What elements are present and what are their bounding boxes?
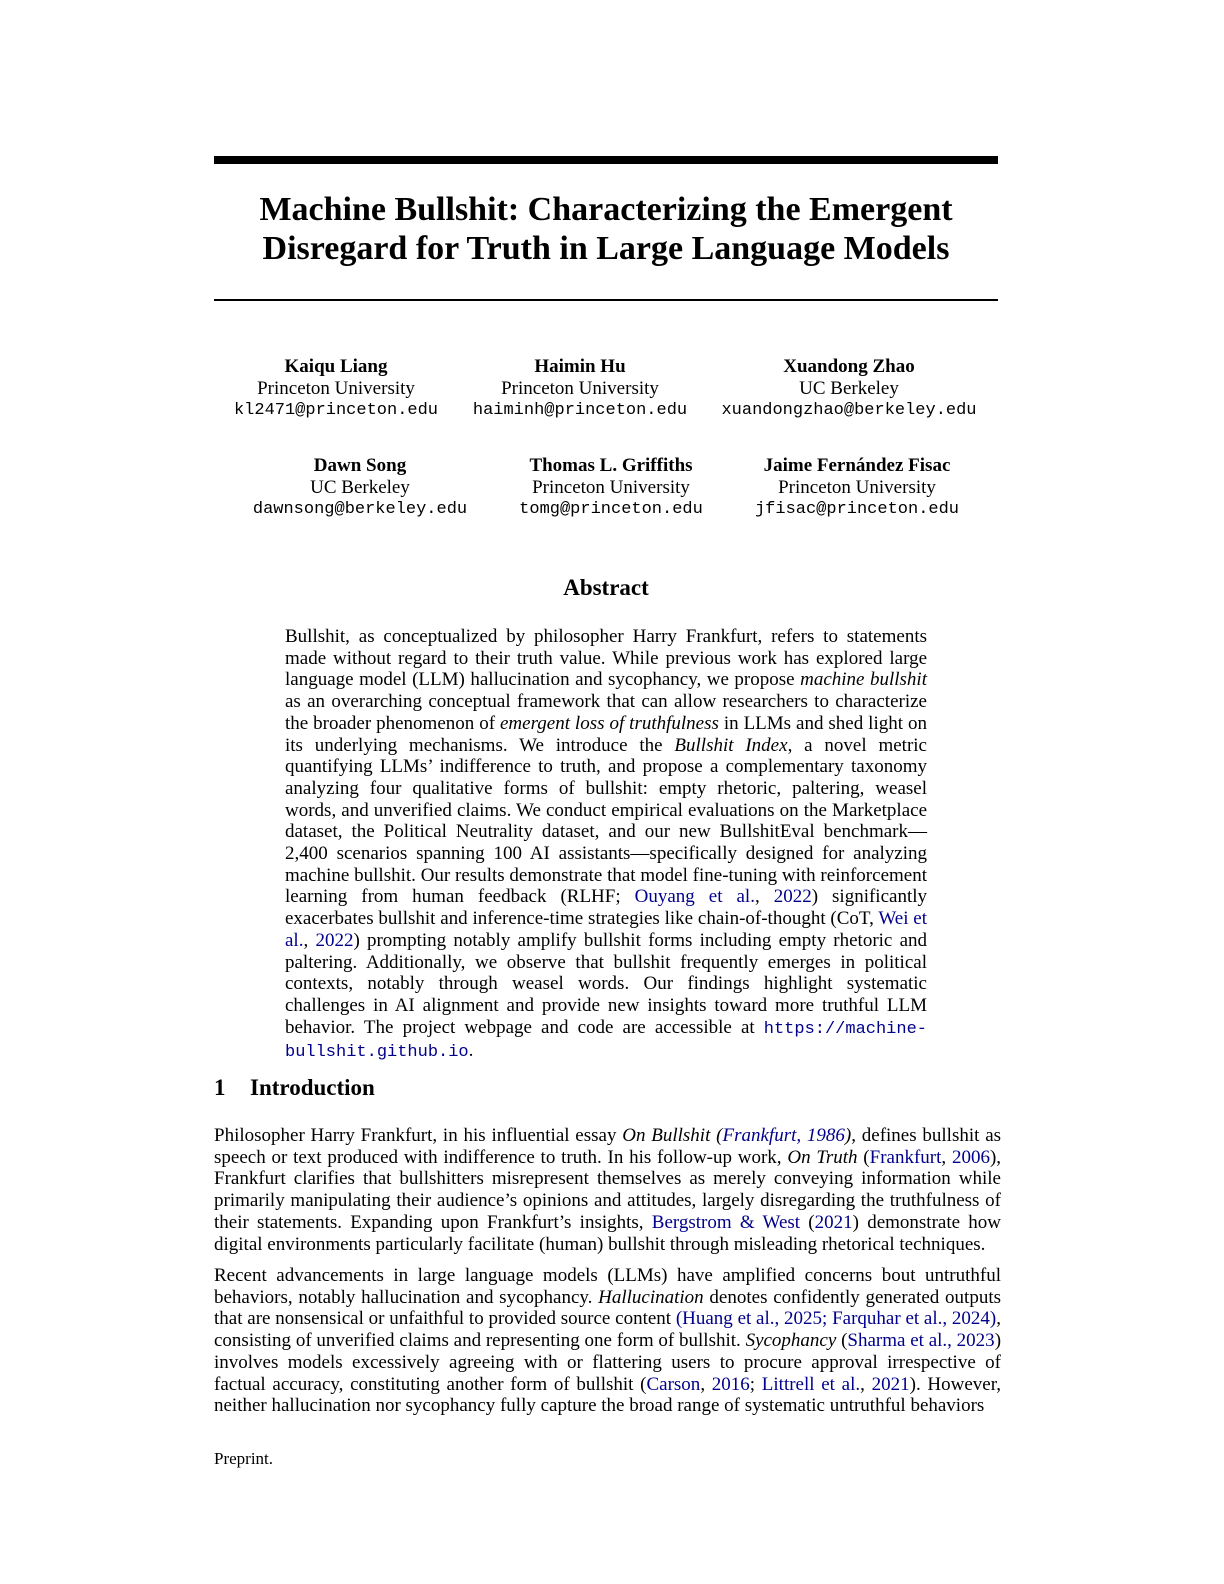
abstract-heading: Abstract [563, 575, 649, 600]
citation-link[interactable]: (Huang et al., 2025; Farquhar et al., 2024) [675, 1308, 997, 1330]
footer-note: Preprint. [214, 1449, 274, 1468]
citation-link[interactable]: 2006 [951, 1146, 990, 1168]
intro-paragraph-2: Recent advancements in large language models (LLMs) have amplified concerns bout untruthful behaviors, notably hallucination and sycophancy. Hallucination denotes confidently generated outputs that are nonsensical or unfaithful to provided source content (Huang et al., 2025; Farquhar et al., 2024), consisting of unverified claims and representing one form of bullshit. Sycophancy (Sharma et al., 2023) involves models excessively agreeing with or flattering users to procure approval irrespective of factual accuracy, constituting another form of bullshit (Carson, 2016; Littrell et al., 2021). However, neither hallucination nor sycophancy fully capture the broad range of systematic untruthful behaviors [214, 1265, 1002, 1417]
paper-title: Machine Bullshit: Characterizing the Emergent Disregard for Truth in Large Language Models [259, 191, 953, 267]
author-affiliation: Princeton University [778, 477, 936, 498]
author-name: Jaime Fernández Fisac [763, 455, 951, 476]
title-rule-bottom [214, 299, 998, 301]
author-block [699, 356, 999, 422]
citation-link[interactable]: Wei et al. [285, 908, 927, 951]
author-email[interactable]: xuandongzhao@berkeley.edu [721, 401, 977, 420]
citation-link[interactable]: Frankfurt, 1986 [722, 1125, 845, 1146]
section-heading: 1 Introduction [214, 1075, 375, 1100]
author-affiliation: Princeton University [532, 477, 690, 498]
author-email[interactable]: dawnsong@berkeley.edu [252, 500, 468, 519]
author-affiliation: UC Berkeley [799, 378, 899, 399]
author-affiliation: Princeton University [501, 378, 659, 399]
citation-link[interactable]: Carson [646, 1373, 701, 1395]
citation-link[interactable]: Frankfurt [869, 1146, 942, 1168]
project-url-link[interactable]: https://machine-bullshit.github.io [285, 1019, 927, 1063]
citation-link[interactable]: 2021 [814, 1211, 853, 1233]
citation-link[interactable]: 2021 [871, 1373, 910, 1395]
citation-link[interactable]: 2022 [773, 886, 812, 908]
citation-link[interactable]: Bergstrom & West [651, 1211, 801, 1233]
author-name: Xuandong Zhao [783, 356, 915, 377]
abstract-body: Bullshit, as conceptualized by philosopher Harry Frankfurt, refers to statements made without regard to their truth value. While previous work has explored large language model (LLM) hallucination and sycophancy, we propose machine bullshit as an overarching conceptual framework that can allow researchers to characterize the broader phenomenon of emergent loss of truthfulness in LLMs and shed light on its underlying mechanisms. We introduce the Bullshit Index, a novel metric quantifying LLMs’ indifference to truth, and propose a complementary taxonomy analyzing four qualitative forms of bullshit: empty rhetoric, paltering, weasel words, and unverified claims. We conduct empirical evaluations on the Marketplace dataset, the Political Neutrality dataset, and our new BullshitEval benchmark—2,400 scenarios spanning 100 AI assistants—specifically designed for analyzing machine bullshit. Our results demonstrate that model fine-tuning with reinforcement learning from human feedback (RLHF; Ouyang et al., 2022) significantly exacerbates bullshit and inference-time strategies like chain-of-thought (CoT, Wei et al., 2022) prompting notably amplify bullshit forms including empty rhetoric and paltering. Additionally, we observe that bullshit frequently emerges in political contexts, notably through weasel words. Our findings highlight systematic challenges in AI alignment and provide new insights toward more truthful LLM behavior. The project webpage and code are accessible at https://machine-bullshit.github.io. [285, 626, 928, 1063]
author-affiliation: Princeton University [257, 378, 415, 399]
intro-paragraph-1: Philosopher Harry Frankfurt, in his influential essay On Bullshit (Frankfurt, 1986), defines bullshit as speech or text produced with indifference to truth. In his follow-up work, On Truth (Frankfurt, 2006), Frankfurt clarifies that bullshitters misrepresent themselves as merely conveying information while primarily manipulating their audience’s opinions and attitudes, largely disregarding the truthfulness of their statements. Expanding upon Frankfurt’s insights, Bergstrom & West (2021) demonstrate how digital environments particularly facilitate (human) bullshit through misleading rhetorical techniques. [214, 1125, 1002, 1255]
author-name: Haimin Hu [534, 356, 626, 377]
author-block [707, 455, 1007, 521]
title-rule-top [214, 156, 998, 164]
citation-link[interactable]: 2016 [711, 1373, 750, 1395]
citation-link[interactable]: Littrell et al. [761, 1373, 861, 1395]
author-name: Dawn Song [313, 455, 407, 476]
author-affiliation: UC Berkeley [310, 477, 410, 498]
author-email[interactable]: jfisac@princeton.edu [754, 500, 960, 519]
citation-link[interactable]: Ouyang et al. [634, 886, 755, 908]
author-email[interactable]: tomg@princeton.edu [519, 500, 703, 519]
citation-link[interactable]: Sharma et al., 2023 [847, 1330, 995, 1352]
author-name: Kaiqu Liang [284, 356, 388, 377]
author-email[interactable]: kl2471@princeton.edu [233, 401, 439, 420]
author-block [430, 356, 730, 422]
citation-link[interactable]: 2022 [315, 929, 354, 951]
author-email[interactable]: haiminh@princeton.edu [472, 401, 688, 420]
author-name: Thomas L. Griffiths [529, 455, 693, 476]
